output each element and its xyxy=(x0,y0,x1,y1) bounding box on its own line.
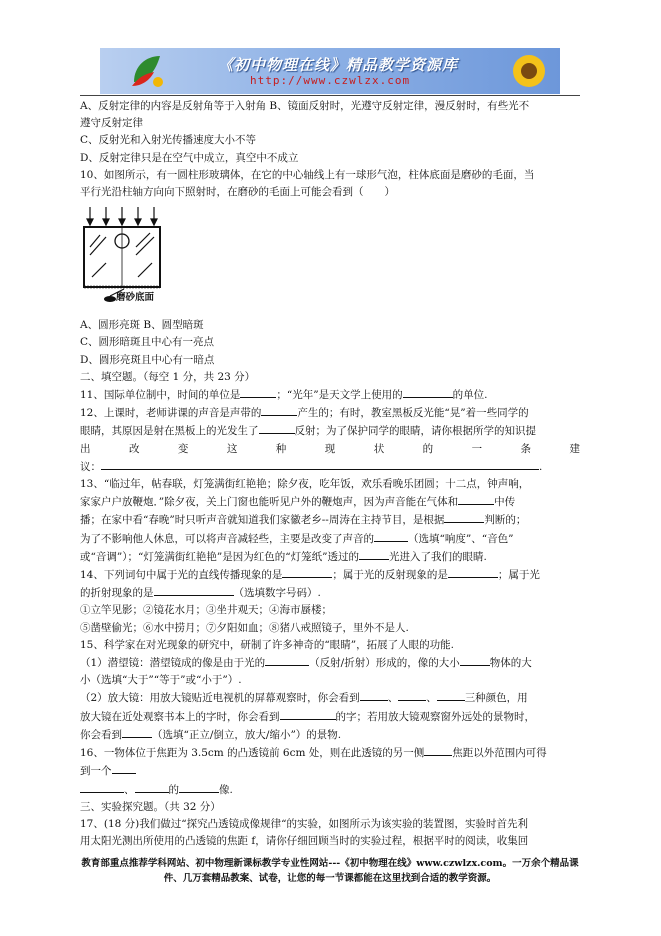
text-line: 小（选填“大于”“等于”或“小于”）. xyxy=(80,674,242,687)
question-16: 16、一物体位于焦距为 3.5cm 的凸透镜前 6cm 处，则在此透镜的另一侧 焦距以外范围内可得 xyxy=(80,744,580,762)
blank[interactable] xyxy=(398,689,426,701)
question-13-line3: 播；在家中看“春晚”时只听声音就知道我们家徽老乡--周涛在主持节目，是根据 判断的； xyxy=(80,511,580,529)
blank[interactable] xyxy=(458,493,494,505)
text-line: ⑤凿壁偷光；⑥水中捞月；⑦夕阳如血；⑧猪八戒照镜子，里外不是人. xyxy=(80,621,409,634)
blank[interactable] xyxy=(374,530,408,542)
text-line: 出 改 变 这 种 现 状 的 一 条 建 xyxy=(80,442,580,455)
text-line: C、圆形暗斑且中心有一亮点 xyxy=(80,336,215,349)
question-12-line2: 眼睛，其原因是射在黑板上的光发生了 反射；为了保护同学的眼睛，请你根据所学的知识提 xyxy=(80,422,580,440)
section-heading: 二、填空题。（每空 1 分，共 23 分） xyxy=(80,370,256,383)
text-line: 17、(18 分)我们做过“探究凸透镜成像规律“的实验，如图所示为该实验的装置图，实验时首先利 xyxy=(80,817,528,830)
text-line: C、反射光和入射光传播速度大小不等 xyxy=(80,134,257,147)
question-14-line2: 的折射现象的是 （选填数字号码）. xyxy=(80,584,580,602)
question-16-line3: 、 的 像. xyxy=(80,781,580,799)
text-line: 13、“临过年，帖春联，灯笼满街红艳艳；除夕夜，吃年饭，欢乐看晚乐团圆；十二点，钟声响， xyxy=(80,478,530,491)
question-14: 14、下列词句中属于光的直线传播现象的是 ；属于光的反射现象的是 ；属于光 xyxy=(80,566,580,584)
question-12-line4: 议： . xyxy=(80,458,580,476)
text-line: 15、科学家在对光现象的研究中，研制了许多神奇的“眼睛”，拓展了人眼的功能. xyxy=(80,638,454,651)
text-line: D、圆形亮斑且中心有一暗点 xyxy=(80,353,215,366)
sunflower-icon xyxy=(506,50,552,92)
page-footer xyxy=(70,856,590,886)
blank[interactable] xyxy=(259,422,295,434)
banner-title: 《初中物理在线》精品教学资源库 xyxy=(218,56,459,74)
question-13-line2: 家家户户放鞭炮．”除夕夜，关上门窗也能听见户外的鞭炮声，因为声音能在气体和 中传 xyxy=(80,493,580,511)
blank[interactable] xyxy=(280,708,336,720)
question-15-line2: （1）潜望镜：潜望镜成的像是由于光的 （反射/折射）形成的，像的大小 物体的大 xyxy=(80,654,580,672)
question-15-line4: （2）放大镜：用放大镜贴近电视机的屏幕观察时，你会看到 、 、 三种颜色，用 xyxy=(80,689,580,707)
blank[interactable] xyxy=(80,781,124,793)
blank[interactable] xyxy=(179,781,219,793)
blank[interactable] xyxy=(282,566,332,578)
blank[interactable] xyxy=(359,548,389,560)
question-11: 11、国际单位制中，时间的单位是 ；“光年”是天文学上使用的 的单位. xyxy=(80,386,580,404)
banner-url[interactable]: http://www.czwlzx.com xyxy=(250,74,411,87)
blank[interactable] xyxy=(360,689,388,701)
blank[interactable] xyxy=(403,386,453,398)
blank[interactable] xyxy=(444,511,484,523)
blank[interactable] xyxy=(135,781,169,793)
text-line: 用太阳光测出所使用的凸透镜的焦距 f，请你仔细回顾当时的实验过程，根据平时的阅读，收集回 xyxy=(80,835,529,848)
text-line: D、反射定律只是在空气中成立，真空中不成立 xyxy=(80,151,299,164)
text-line: A、反射定律的内容是反射角等于入射角 B、镜面反射时，光遵守反射定律，漫反射时，有些光不 xyxy=(80,100,530,112)
text-line: 平行光沿柱轴方向向下照射时，在磨砂的毛面上可能会看到（ ） xyxy=(80,186,395,199)
blank[interactable] xyxy=(448,566,498,578)
figure-caption: 磨砂底面 xyxy=(116,292,155,304)
question-13-line5: 或“音调”）；“灯笼满街红艳艳”是因为红色的“灯笼纸”透过的 光进入了我们的眼睛. xyxy=(80,548,580,566)
blank[interactable] xyxy=(261,404,297,416)
text-line: 10、如图所示，有一圆柱形玻璃体，在它的中心轴线上有一球形气泡，柱体底面是磨砂的毛面，当 xyxy=(80,168,535,181)
blank[interactable] xyxy=(424,744,452,756)
text-line: A、圆形亮斑 B、圆型暗斑 xyxy=(80,319,204,332)
question-15-line6: 你会看到 （选填“正立/倒立，放大/缩小”）的景物. xyxy=(80,726,580,744)
header-divider xyxy=(80,95,580,96)
question-12: 12、上课时，老师讲课的声音是声带的 产生的；有时，教室黑板反光能“晃”着一些同学的 xyxy=(80,404,580,422)
blank[interactable] xyxy=(122,726,152,738)
question-13-line4: 为了不影响他人休息，可以将声音减轻些，主要是改变了声音的 （选填“响度”、“音色” xyxy=(80,530,580,548)
footer-line: 件、几万套精品教案、试卷，让您的每一节课都能在这里找到合适的教学资源。 xyxy=(163,873,497,884)
blank[interactable] xyxy=(112,762,136,774)
cylinder-figure xyxy=(80,203,200,315)
document-body xyxy=(80,98,580,850)
blank[interactable] xyxy=(154,584,234,596)
blank[interactable] xyxy=(101,458,539,470)
blank[interactable] xyxy=(265,654,309,666)
text-line: 遵守反射定律 xyxy=(80,117,143,130)
leaf-logo-icon xyxy=(128,52,166,90)
question-16-line2: 到一个 xyxy=(80,762,580,780)
header-banner xyxy=(100,48,560,94)
question-15-line5: 放大镜在近处观察书本上的字时，你会看到 的字；若用放大镜观察窗外远处的景物时， xyxy=(80,708,580,726)
blank[interactable] xyxy=(437,689,465,701)
blank[interactable] xyxy=(240,386,276,398)
text-line: ①立竿见影；②镜花水月；③坐井观天；④海市蜃楼； xyxy=(80,604,332,617)
section-heading: 三、实验探究题。（共 32 分） xyxy=(80,800,221,813)
footer-line: 教育部重点推荐学科网站、初中物理新课标教学专业性网站---《初中物理在线》www.czwlzx.com。一万余个精品课 xyxy=(81,858,579,869)
blank[interactable] xyxy=(460,654,490,666)
